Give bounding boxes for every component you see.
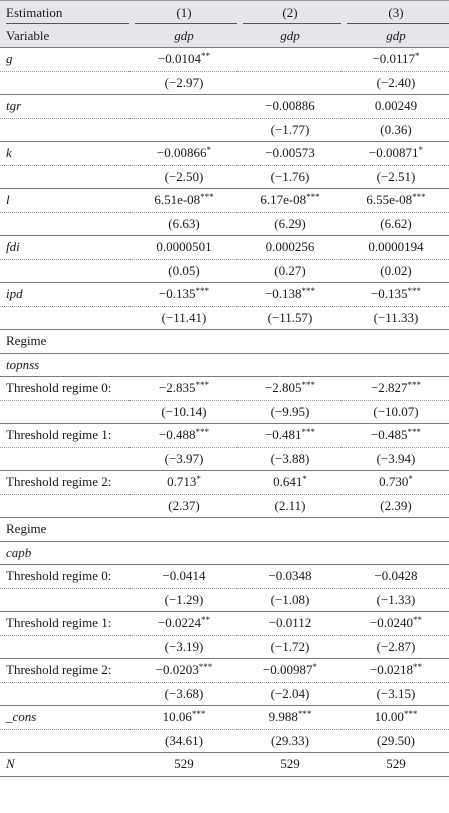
table-row (0, 706, 449, 730)
coef-cell: 6.51e-08*** (129, 189, 237, 213)
tstat-cell: (−3.94) (341, 447, 449, 471)
coef-cell: 0.00249 (341, 95, 449, 119)
depvar-label: gdp (341, 24, 449, 48)
row-label: g (0, 48, 129, 72)
section-row (0, 518, 449, 542)
coef-cell: −0.135*** (341, 283, 449, 307)
table-row (0, 612, 449, 636)
row-label: Threshold regime 2: (0, 471, 129, 495)
coef-cell: 0.641* (237, 471, 341, 495)
tstat-cell: (29.33) (237, 729, 341, 753)
row-label: fdi (0, 236, 129, 260)
tstat-cell: (−11.33) (341, 306, 449, 330)
column-header: (2) (237, 1, 341, 25)
row-label: Threshold regime 0: (0, 565, 129, 589)
row-label: Threshold regime 1: (0, 612, 129, 636)
coef-cell: −0.0203*** (129, 659, 237, 683)
table-row (0, 71, 449, 95)
table-row (0, 189, 449, 213)
tstat-cell: (34.61) (129, 729, 237, 753)
coef-cell: −0.135*** (129, 283, 237, 307)
table-row (0, 236, 449, 260)
tstat-cell: (−2.51) (341, 165, 449, 189)
tstat-cell: (0.36) (341, 118, 449, 142)
n-cell: 529 (129, 753, 237, 777)
tstat-cell: (29.50) (341, 729, 449, 753)
coef-cell: −0.0348 (237, 565, 341, 589)
table-row (0, 377, 449, 401)
coef-cell (129, 95, 237, 119)
tstat-cell: (0.27) (237, 259, 341, 283)
tstat-cell: (−2.97) (129, 71, 237, 95)
tstat-cell: (−1.08) (237, 588, 341, 612)
table-row (0, 306, 449, 330)
table-row (0, 400, 449, 424)
row-label: Threshold regime 0: (0, 377, 129, 401)
tstat-cell: (0.05) (129, 259, 237, 283)
tstat-cell: (−1.76) (237, 165, 341, 189)
coef-cell (237, 48, 341, 72)
section-row (0, 353, 449, 377)
tstat-cell: (−2.50) (129, 165, 237, 189)
tstat-cell: (−2.04) (237, 682, 341, 706)
row-label: Threshold regime 2: (0, 659, 129, 683)
coef-cell: 6.17e-08*** (237, 189, 341, 213)
coef-cell: −0.00573 (237, 142, 341, 166)
tstat-cell: (−3.19) (129, 635, 237, 659)
table-row (0, 494, 449, 518)
row-label: ipd (0, 283, 129, 307)
tstat-cell (129, 118, 237, 142)
coef-cell: 6.55e-08*** (341, 189, 449, 213)
depvar-label: gdp (129, 24, 237, 48)
coef-cell: −0.00866* (129, 142, 237, 166)
table-row (0, 165, 449, 189)
header-row-estimation (0, 1, 449, 25)
depvar-label: gdp (237, 24, 341, 48)
coef-cell: −2.805*** (237, 377, 341, 401)
coef-cell: −2.835*** (129, 377, 237, 401)
tstat-cell: (−1.29) (129, 588, 237, 612)
coef-cell: −0.0240** (341, 612, 449, 636)
table-row (0, 729, 449, 753)
tstat-cell: (−10.07) (341, 400, 449, 424)
row-label: tgr (0, 95, 129, 119)
header-row-variable (0, 24, 449, 48)
coef-cell: −0.00871* (341, 142, 449, 166)
coef-cell: 10.00*** (341, 706, 449, 730)
section-row (0, 541, 449, 565)
coef-cell: −0.0117* (341, 48, 449, 72)
table-row (0, 259, 449, 283)
section-row (0, 330, 449, 354)
coef-cell: −0.0112 (237, 612, 341, 636)
variable-label: Variable (0, 24, 129, 48)
table-row (0, 283, 449, 307)
row-label: N (0, 753, 129, 777)
tstat-cell: (2.11) (237, 494, 341, 518)
coef-cell: 0.000256 (237, 236, 341, 260)
row-label: Threshold regime 1: (0, 424, 129, 448)
coef-cell: −0.0428 (341, 565, 449, 589)
table-row (0, 659, 449, 683)
tstat-cell: (−2.87) (341, 635, 449, 659)
tstat-cell: (−1.33) (341, 588, 449, 612)
tstat-cell: (6.29) (237, 212, 341, 236)
column-header: (1) (129, 1, 237, 25)
table-row (0, 48, 449, 72)
coef-cell: −0.0414 (129, 565, 237, 589)
tstat-cell: (0.02) (341, 259, 449, 283)
regime-variable-label: capb (0, 541, 449, 565)
section-label: Regime (0, 330, 449, 354)
section-label: Regime (0, 518, 449, 542)
coef-cell: −0.488*** (129, 424, 237, 448)
coef-cell: −0.0224** (129, 612, 237, 636)
table-row (0, 118, 449, 142)
coef-cell: 0.0000501 (129, 236, 237, 260)
tstat-cell: (−3.68) (129, 682, 237, 706)
tstat-cell: (−1.77) (237, 118, 341, 142)
coef-cell: 9.988*** (237, 706, 341, 730)
tstat-cell: (6.63) (129, 212, 237, 236)
estimation-label: Estimation (0, 1, 129, 25)
tstat-cell: (−3.15) (341, 682, 449, 706)
coef-cell: −2.827*** (341, 377, 449, 401)
coef-cell: −0.0104** (129, 48, 237, 72)
coef-cell: −0.138*** (237, 283, 341, 307)
row-label: k (0, 142, 129, 166)
coef-cell: 0.730* (341, 471, 449, 495)
coef-cell: −0.0218** (341, 659, 449, 683)
tstat-cell: (−10.14) (129, 400, 237, 424)
coef-cell: −0.481*** (237, 424, 341, 448)
tstat-cell: (−1.72) (237, 635, 341, 659)
table-row (0, 212, 449, 236)
coef-cell: 0.0000194 (341, 236, 449, 260)
tstat-cell: (−3.97) (129, 447, 237, 471)
n-cell: 529 (341, 753, 449, 777)
tstat-cell (237, 71, 341, 95)
table-row (0, 424, 449, 448)
table-row (0, 142, 449, 166)
coef-cell: −0.00886 (237, 95, 341, 119)
coef-cell: 0.713* (129, 471, 237, 495)
coef-cell: −0.485*** (341, 424, 449, 448)
table-row (0, 95, 449, 119)
regime-variable-label: topnss (0, 353, 449, 377)
coef-cell: 10.06*** (129, 706, 237, 730)
table-row (0, 588, 449, 612)
table-row (0, 565, 449, 589)
row-label: _cons (0, 706, 129, 730)
table-row (0, 635, 449, 659)
tstat-cell: (2.39) (341, 494, 449, 518)
n-cell: 529 (237, 753, 341, 777)
tstat-cell: (−9.95) (237, 400, 341, 424)
observations-row (0, 753, 449, 777)
tstat-cell: (−2.40) (341, 71, 449, 95)
tstat-cell: (−11.41) (129, 306, 237, 330)
tstat-cell: (6.62) (341, 212, 449, 236)
tstat-cell: (−11.57) (237, 306, 341, 330)
table-row (0, 447, 449, 471)
coef-cell: −0.00987* (237, 659, 341, 683)
tstat-cell: (2.37) (129, 494, 237, 518)
table-row (0, 682, 449, 706)
table-row (0, 471, 449, 495)
tstat-cell: (−3.88) (237, 447, 341, 471)
row-label: l (0, 189, 129, 213)
column-header: (3) (341, 1, 449, 25)
